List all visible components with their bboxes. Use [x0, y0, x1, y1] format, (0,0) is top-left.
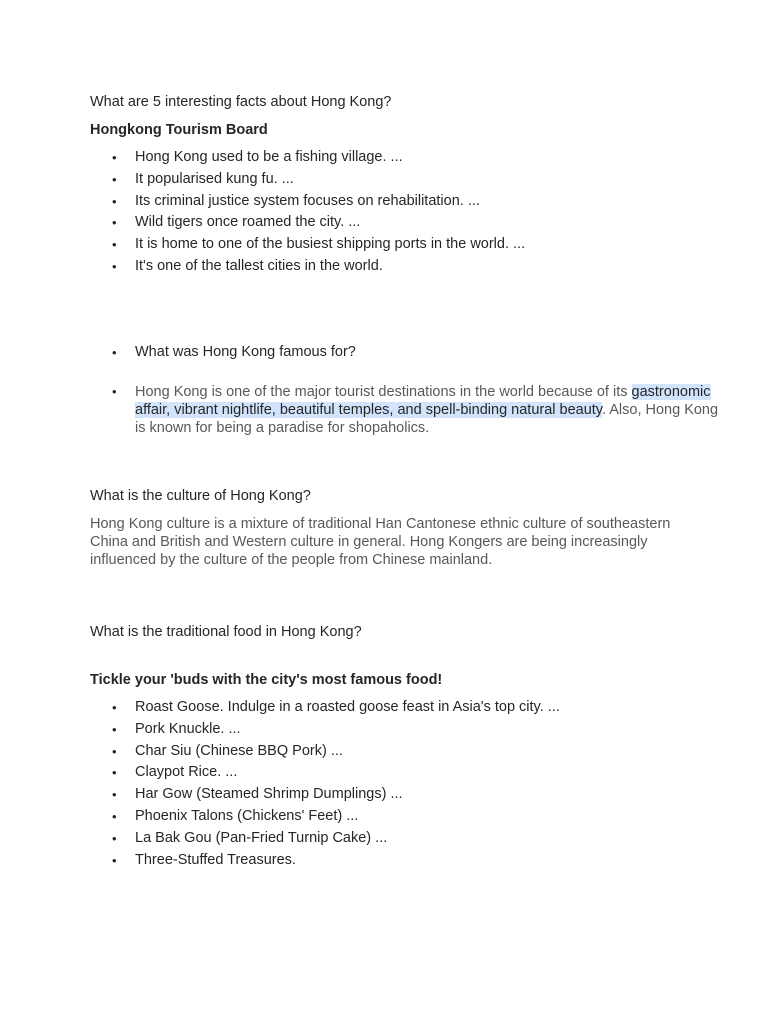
list-item: • Phoenix Talons (Chickens' Feet) ... [90, 806, 730, 828]
source-heading-section [90, 121, 690, 139]
question-4-text: What is the traditional food in Hong Kong? [90, 624, 362, 640]
question-3-section [90, 487, 690, 505]
facts-list [90, 147, 730, 278]
question-3-text: What is the culture of Hong Kong? [90, 488, 311, 504]
food-list [90, 697, 730, 871]
list-item: • Three-Stuffed Treasures. [90, 850, 730, 872]
list-item: • Roast Goose. Indulge in a roasted goose feast in Asia's top city. ... [90, 697, 730, 719]
source-heading: Hongkong Tourism Board [90, 122, 268, 138]
answer-2-section [90, 383, 730, 437]
answer-3-paragraph: Hong Kong culture is a mixture of traditional Han Cantonese ethnic culture of southeastern China and British and Western culture in general. Hong Kongers are being increasingly influenced by the culture of the people from Chinese mainland. [90, 516, 671, 568]
list-item: • Hong Kong used to be a fishing village. ... [90, 147, 730, 169]
list-item: • Pork Knuckle. ... [90, 719, 730, 741]
list-item: • It is home to one of the busiest shipping ports in the world. ... [90, 234, 730, 256]
list-item: • Its criminal justice system focuses on rehabilitation. ... [90, 191, 730, 213]
question-2-section [90, 342, 730, 364]
list-item: • Wild tigers once roamed the city. ... [90, 212, 730, 234]
question-2-text: • What was Hong Kong famous for? [90, 342, 730, 364]
list-item: • It's one of the tallest cities in the world. [90, 256, 730, 278]
list-item: • Char Siu (Chinese BBQ Pork) ... [90, 741, 730, 763]
question-2-list [90, 342, 730, 364]
answer-2-text-end: . Also, Hong Kong is known for being a paradise for shopaholics. [135, 402, 719, 436]
food-heading: Tickle your 'buds with the city's most famous food! [90, 672, 443, 688]
list-item: • Claypot Rice. ... [90, 762, 730, 784]
food-heading-section [90, 671, 690, 689]
answer-2-list [90, 383, 730, 437]
list-item: • La Bak Gou (Pan-Fried Turnip Cake) ... [90, 828, 730, 850]
question-4-section [90, 623, 690, 641]
list-item: • It popularised kung fu. ... [90, 169, 730, 191]
facts-list-section [90, 147, 730, 278]
question-1-text: What are 5 interesting facts about Hong Kong? [90, 94, 392, 110]
answer-2-text-start: Hong Kong is one of the major tourist destinations in the world because of its [135, 384, 632, 400]
answer-3-section [90, 515, 690, 569]
answer-2-highlight: gastronomic affair, vibrant nightlife, beautiful temples, and spell-binding natural beauty [135, 384, 711, 418]
food-list-section [90, 697, 730, 871]
answer-2-paragraph [90, 383, 730, 437]
question-1-section [90, 93, 690, 111]
list-item: • Har Gow (Steamed Shrimp Dumplings) ... [90, 784, 730, 806]
